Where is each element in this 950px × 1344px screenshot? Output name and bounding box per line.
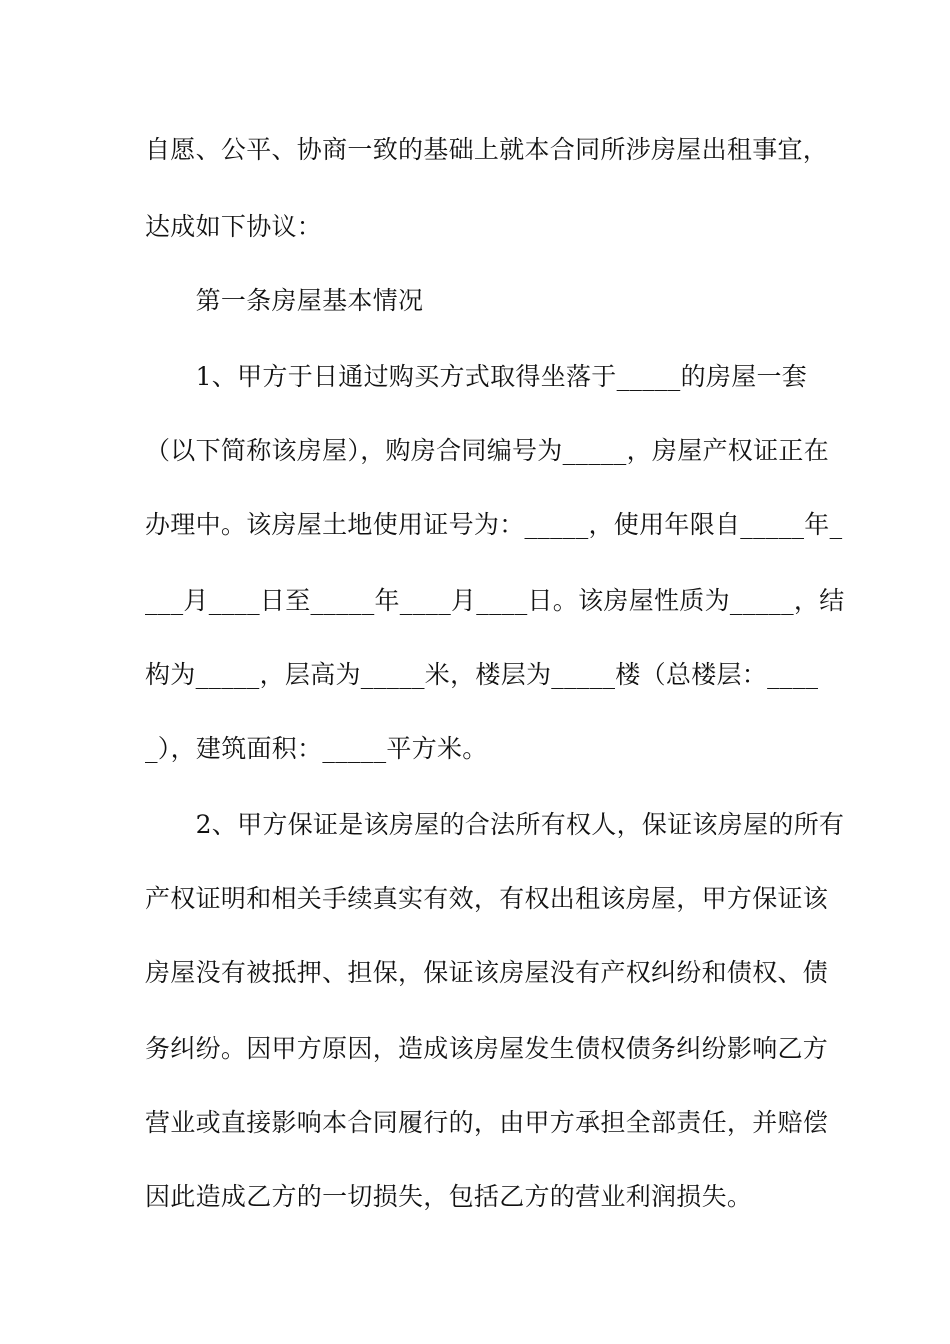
text-line: 2、甲方保证是该房屋的合法所有权人，保证该房屋的所有 — [145, 810, 845, 839]
text-line: ___月____日至_____年____月____日。该房屋性质为_____，结 — [145, 586, 845, 615]
text-line: _），建筑面积：_____平方米。 — [145, 734, 488, 763]
text-line: 因此造成乙方的一切损失，包括乙方的营业利润损失。 — [145, 1182, 753, 1211]
text-line: 产权证明和相关手续真实有效，有权出租该房屋，甲方保证该 — [145, 884, 829, 913]
text-line: 1、甲方于日通过购买方式取得坐落于_____的房屋一套 — [145, 362, 808, 391]
text-line: 办理中。该房屋土地使用证号为：_____，使用年限自_____年_ — [145, 510, 843, 539]
text-line: 达成如下协议： — [145, 212, 323, 241]
text-line: （以下简称该房屋），购房合同编号为_____，房屋产权证正在 — [145, 436, 830, 465]
text-line: 务纠纷。因甲方原因，造成该房屋发生债权债务纠纷影响乙方 — [145, 1034, 829, 1063]
text-line: 房屋没有被抵押、担保，保证该房屋没有产权纠纷和债权、债 — [145, 958, 829, 987]
section-heading: 第一条房屋基本情况 — [145, 286, 424, 315]
text-line: 自愿、公平、协商一致的基础上就本合同所涉房屋出租事宜， — [145, 135, 829, 164]
text-line: 构为_____，层高为_____米，楼层为_____楼（总楼层：____ — [145, 660, 819, 689]
text-line: 营业或直接影响本合同履行的，由甲方承担全部责任，并赔偿 — [145, 1108, 829, 1137]
